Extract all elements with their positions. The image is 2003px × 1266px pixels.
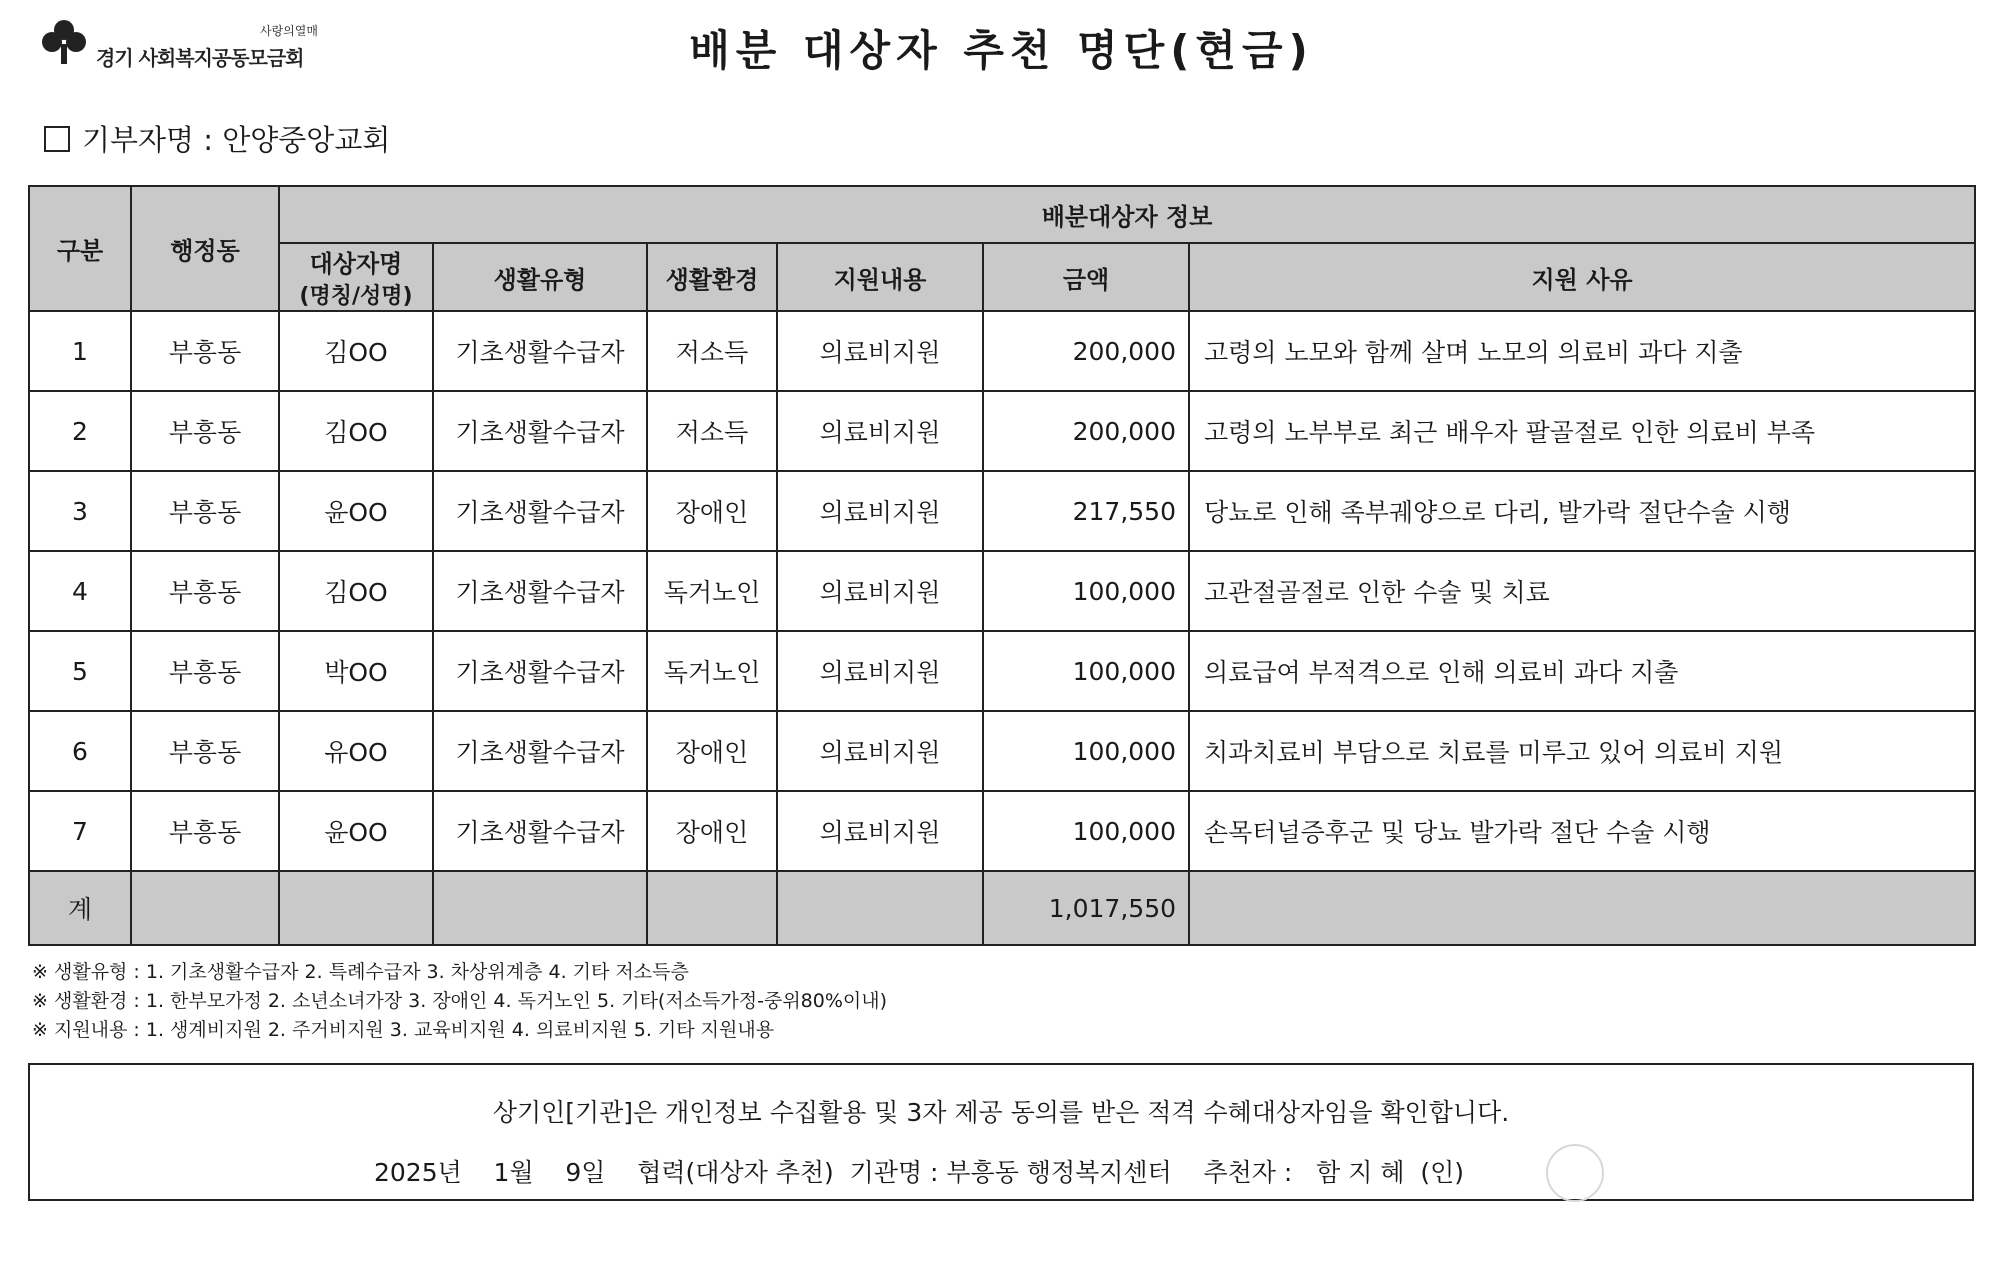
donor-line: [44, 118, 390, 159]
page-title: 배분 대상자 추천 명단(현금): [689, 26, 1314, 75]
table-row: [29, 791, 1975, 871]
cell-env: 독거노인: [647, 551, 777, 631]
table-row: [29, 471, 1975, 551]
cell-dong: 부흥동: [131, 551, 279, 631]
total-empty-cell: [1189, 871, 1975, 945]
header-group: 배분대상자 정보: [279, 186, 1975, 243]
cell-name: 김OO: [279, 551, 433, 631]
cell-support: 의료비지원: [777, 711, 983, 791]
cell-env: 독거노인: [647, 631, 777, 711]
cell-support: 의료비지원: [777, 391, 983, 471]
confirmation-signature-line: 2025년 1월 9일 협력(대상자 추천) 기관명 : 부흥동 행정복지센터 추천자 : 함 지 혜 (인): [374, 1158, 1465, 1187]
cell-no: 4: [29, 551, 131, 631]
cell-amount: 100,000: [983, 711, 1189, 791]
header-amount: 금액: [983, 243, 1189, 311]
total-row: [29, 871, 1975, 945]
cell-type: 기초생활수급자: [433, 791, 647, 871]
footnote-env: ※ 생활환경 : 1. 한부모가정 2. 소년소녀가장 3. 장애인 4. 독거노인 5. 기타(저소득가정-중위80%이내): [32, 990, 888, 1012]
cell-name: 박OO: [279, 631, 433, 711]
cell-type: 기초생활수급자: [433, 711, 647, 791]
cell-amount: 100,000: [983, 631, 1189, 711]
cell-reason: 고령의 노모와 함께 살며 노모의 의료비 과다 지출: [1189, 311, 1975, 391]
cell-type: 기초생활수급자: [433, 311, 647, 391]
header-name-sub: (명칭/성명): [299, 284, 413, 309]
cell-type: 기초생활수급자: [433, 631, 647, 711]
cell-amount: 100,000: [983, 551, 1189, 631]
table-row: [29, 711, 1975, 791]
header-reason: 지원 사유: [1189, 243, 1975, 311]
cell-no: 2: [29, 391, 131, 471]
cell-name: 윤OO: [279, 471, 433, 551]
cell-amount: 100,000: [983, 791, 1189, 871]
table-row: [29, 391, 1975, 471]
table-row: [29, 631, 1975, 711]
confirmation-box: [28, 1063, 1974, 1201]
total-amount: 1,017,550: [983, 871, 1189, 945]
cell-support: 의료비지원: [777, 471, 983, 551]
cell-type: 기초생활수급자: [433, 551, 647, 631]
cell-name: 유OO: [279, 711, 433, 791]
cell-dong: 부흥동: [131, 711, 279, 791]
cell-dong: 부흥동: [131, 791, 279, 871]
cell-no: 1: [29, 311, 131, 391]
logo-org-top: 사랑의열매: [260, 24, 318, 38]
cell-amount: 200,000: [983, 311, 1189, 391]
header-no: 구분: [29, 186, 131, 311]
checkbox-square-icon: [44, 126, 70, 152]
cell-amount: 217,550: [983, 471, 1189, 551]
cell-dong: 부흥동: [131, 311, 279, 391]
cell-env: 장애인: [647, 471, 777, 551]
seal-stamp-icon: [1546, 1144, 1604, 1202]
header-name: [279, 243, 433, 311]
cell-name: 김OO: [279, 311, 433, 391]
table-row: [29, 551, 1975, 631]
cell-type: 기초생활수급자: [433, 471, 647, 551]
total-empty-cell: [131, 871, 279, 945]
total-empty-cell: [279, 871, 433, 945]
cell-support: 의료비지원: [777, 311, 983, 391]
cell-no: 7: [29, 791, 131, 871]
table-row: [29, 311, 1975, 391]
header-support: 지원내용: [777, 243, 983, 311]
cell-env: 장애인: [647, 791, 777, 871]
cell-dong: 부흥동: [131, 471, 279, 551]
cell-reason: 의료급여 부적격으로 인해 의료비 과다 지출: [1189, 631, 1975, 711]
cell-reason: 치과치료비 부담으로 치료를 미루고 있어 의료비 지원: [1189, 711, 1975, 791]
header-type: 생활유형: [433, 243, 647, 311]
total-empty-cell: [433, 871, 647, 945]
footnote-support: ※ 지원내용 : 1. 생계비지원 2. 주거비지원 3. 교육비지원 4. 의료비지원 5. 기타 지원내용: [32, 1019, 775, 1041]
cell-no: 3: [29, 471, 131, 551]
logo-org-name: 경기 사회복지공동모금회: [96, 46, 304, 70]
cell-reason: 고령의 노부부로 최근 배우자 팔골절로 인한 의료비 부족: [1189, 391, 1975, 471]
total-label: 계: [29, 871, 131, 945]
confirmation-statement: 상기인[기관]은 개인정보 수집활용 및 3자 제공 동의를 받은 적격 수혜대상자임을 확인합니다.: [492, 1098, 1510, 1127]
footnote-type: ※ 생활유형 : 1. 기초생활수급자 2. 특례수급자 3. 차상위계층 4. 기타 저소득층: [32, 961, 689, 983]
cell-env: 저소득: [647, 311, 777, 391]
header-row-1: [29, 186, 1975, 243]
cell-no: 5: [29, 631, 131, 711]
header-name-main: 대상자명: [309, 250, 403, 278]
header-dong: 행정동: [131, 186, 279, 311]
cell-support: 의료비지원: [777, 631, 983, 711]
cell-reason: 당뇨로 인해 족부궤양으로 다리, 발가락 절단수술 시행: [1189, 471, 1975, 551]
cell-env: 장애인: [647, 711, 777, 791]
cell-name: 김OO: [279, 391, 433, 471]
cell-dong: 부흥동: [131, 391, 279, 471]
cell-no: 6: [29, 711, 131, 791]
footnotes: [32, 958, 887, 1045]
header-row-2: [29, 243, 1975, 311]
cell-name: 윤OO: [279, 791, 433, 871]
header-env: 생활환경: [647, 243, 777, 311]
cell-reason: 고관절골절로 인한 수술 및 치료: [1189, 551, 1975, 631]
cell-type: 기초생활수급자: [433, 391, 647, 471]
cell-support: 의료비지원: [777, 551, 983, 631]
recipient-table: [28, 185, 1976, 946]
cell-reason: 손목터널증후군 및 당뇨 발가락 절단 수술 시행: [1189, 791, 1975, 871]
total-empty-cell: [777, 871, 983, 945]
total-empty-cell: [647, 871, 777, 945]
cell-amount: 200,000: [983, 391, 1189, 471]
donor-text: 기부자명 : 안양중앙교회: [82, 123, 391, 157]
cell-env: 저소득: [647, 391, 777, 471]
cell-dong: 부흥동: [131, 631, 279, 711]
cell-support: 의료비지원: [777, 791, 983, 871]
